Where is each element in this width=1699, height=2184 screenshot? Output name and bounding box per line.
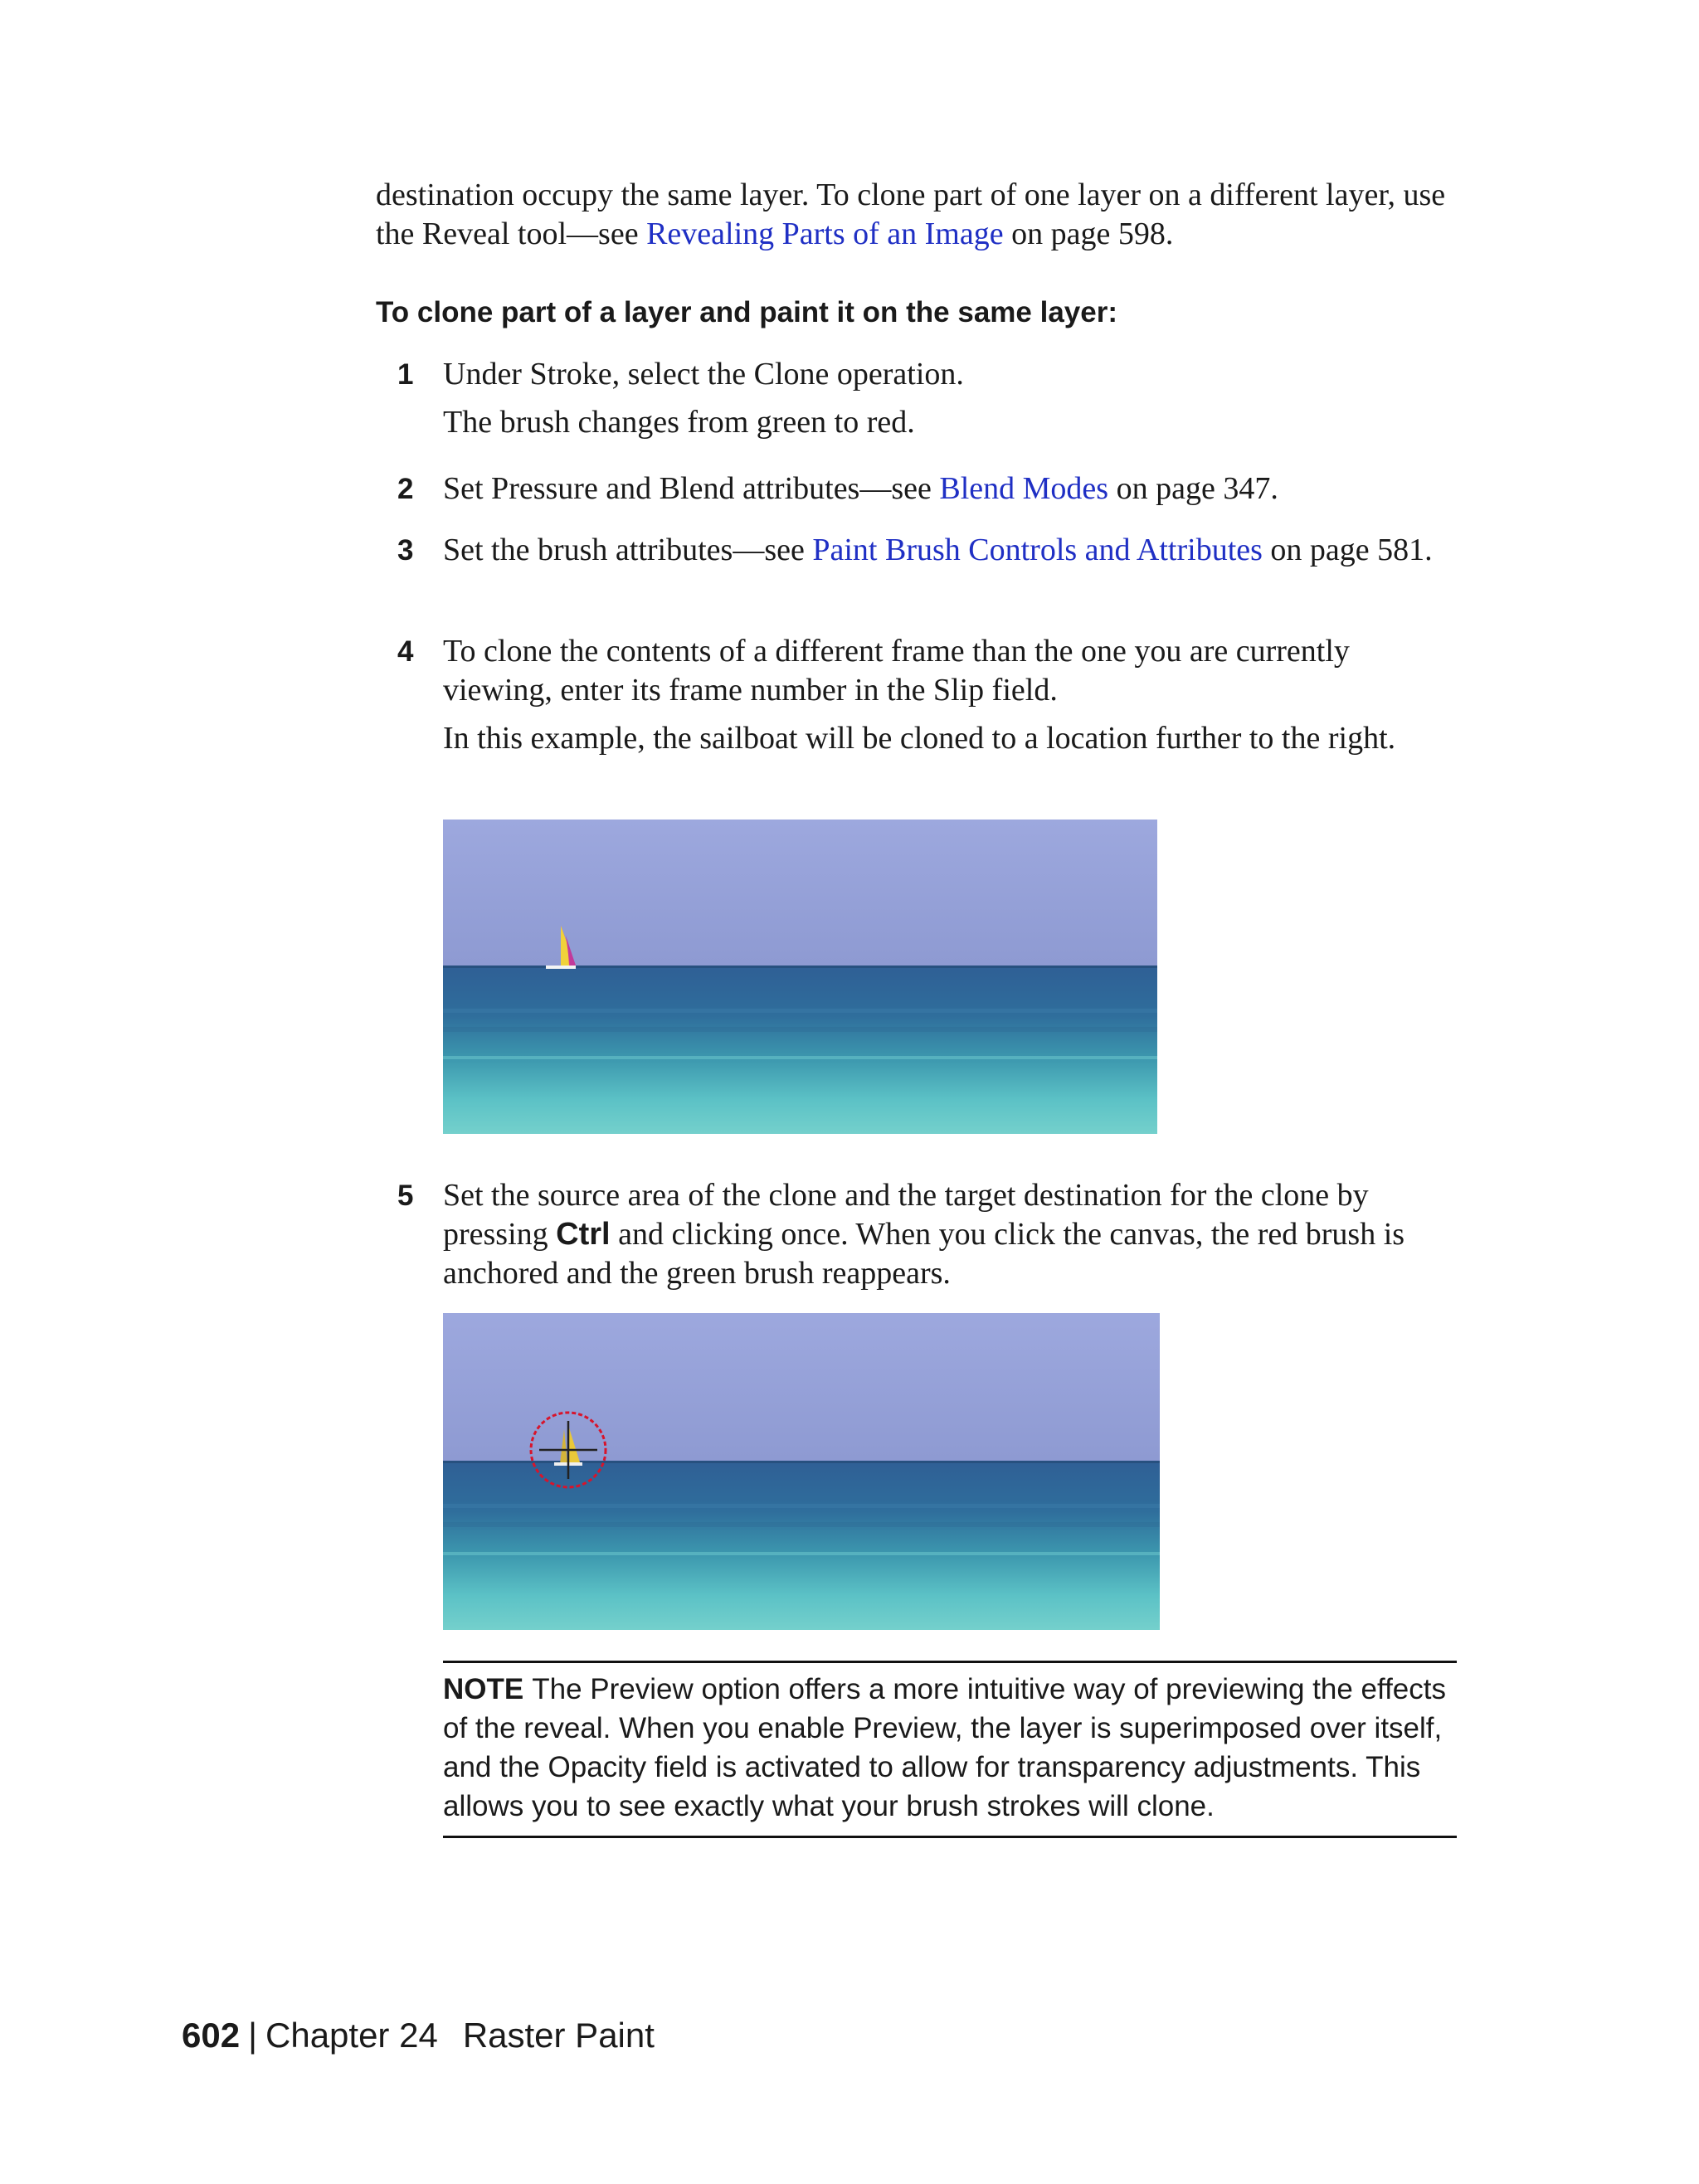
clone-brush-image <box>443 1313 1160 1630</box>
link-blend-modes[interactable]: Blend Modes <box>939 471 1109 506</box>
step-text: Under Stroke, select the Clone operation. <box>443 357 964 392</box>
note-text: The Preview option offers a more intuitive way of previewing the effects of the reveal. When you enable Preview, the layer is superimposed over itself, and the Opacity field is activated to allow for transparency adjustments. This allows you to see exactly what your brush strokes will clone. <box>443 1673 1446 1822</box>
page-footer <box>182 2014 655 2057</box>
step-number: 5 <box>397 1180 414 1212</box>
step-number: 3 <box>397 534 414 567</box>
step-text-part: on page 347. <box>1108 471 1278 506</box>
chapter-label: Chapter 24 <box>265 2016 438 2055</box>
step-text: To clone the contents of a different frame than the one you are currently viewing, enter its frame number in the Slip field. <box>443 634 1350 708</box>
note-box <box>443 1661 1457 1838</box>
step-number: 4 <box>397 635 414 668</box>
link-revealing-parts[interactable]: Revealing Parts of an Image <box>646 216 1004 251</box>
step-5 <box>376 1176 1457 1293</box>
step-text-part: Set the source area of the clone and the target destination for the clone by pressing <box>443 1178 1369 1252</box>
intro-text-2: on page 598. <box>1003 216 1174 251</box>
section-label: Raster Paint <box>462 2016 655 2055</box>
procedure-heading: To clone part of a layer and paint it on the same layer: <box>376 296 1118 328</box>
sailboat-screenshot <box>443 820 1157 1134</box>
intro-paragraph <box>376 176 1454 254</box>
step-result: The brush changes from green to red. <box>443 405 915 440</box>
step-text <box>443 469 1457 508</box>
step-text-part: on page 581. <box>1262 533 1433 567</box>
step-number: 2 <box>397 473 414 505</box>
step-4 <box>376 632 1457 758</box>
footer-separator: | <box>248 2016 257 2055</box>
step-text <box>443 531 1457 570</box>
step-number: 1 <box>397 358 414 391</box>
step-text-part: Set the brush attributes—see <box>443 533 813 567</box>
step-text-part: and clicking once. When you click the canvas, the red brush is anchored and the green brush reappears. <box>443 1217 1405 1291</box>
note-label: NOTE <box>443 1673 524 1705</box>
step-1 <box>376 355 1457 442</box>
step-text <box>443 1176 1457 1293</box>
clone-brush-screenshot <box>443 1313 1160 1630</box>
step-text-part: Set Pressure and Blend attributes—see <box>443 471 940 506</box>
ctrl-key: Ctrl <box>556 1217 611 1252</box>
link-paint-brush-controls[interactable]: Paint Brush Controls and Attributes <box>812 533 1263 567</box>
step-3 <box>376 531 1457 570</box>
sailboat-image <box>443 820 1157 1134</box>
page-number: 602 <box>182 2016 241 2055</box>
step-2 <box>376 469 1457 508</box>
step-result: In this example, the sailboat will be cloned to a location further to the right. <box>443 721 1396 756</box>
intro-text-1: destination occupy the same layer. To clone part of one layer on a different layer, use the Reveal tool—see <box>376 178 1446 251</box>
